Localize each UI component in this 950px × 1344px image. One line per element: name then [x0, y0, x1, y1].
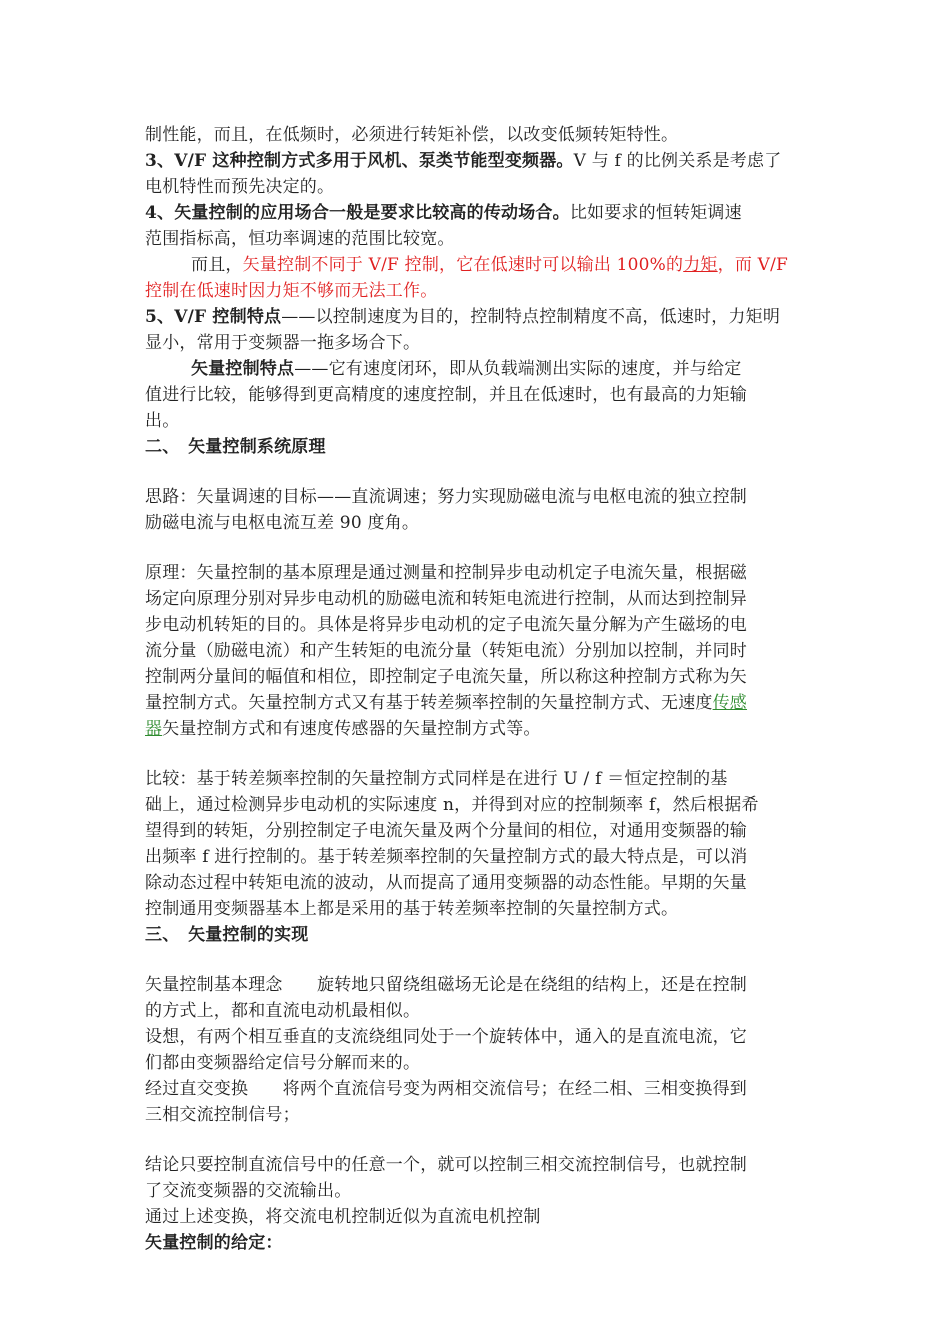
sensor-link[interactable]: 传感 — [712, 693, 748, 713]
text-line: 步电动机转矩的目的。具体是将异步电动机的定子电流矢量分解为产生磁场的电 — [145, 615, 747, 635]
text-line: 础上，通过检测异步电动机的实际速度 n，并得到对应的控制频率 f，然后根据希 — [145, 795, 759, 815]
text-span: 量控制方式。矢量控制方式又有基于转差频率控制的矢量控制方式、无速度 — [145, 693, 713, 713]
section-heading: 三、 矢量控制的实现 — [145, 925, 309, 945]
text-line: 原理：矢量控制的基本原理是通过测量和控制异步电动机定子电流矢量，根据磁 — [145, 563, 747, 583]
text-line: 电机特性而预先决定的。 — [145, 177, 335, 197]
text-line — [145, 148, 810, 174]
text-line: 结论只要控制直流信号中的任意一个，就可以控制三相交流控制信号，也就控制 — [145, 1155, 747, 1175]
document-body — [145, 122, 810, 1256]
text-line: 望得到的转矩，分别控制定子电流矢量及两个分量间的相位，对通用变频器的输 — [145, 821, 747, 841]
red-emphasis: 矢量控制不同于 V/F 控制，它在低速时可以输出 100%的 — [242, 255, 684, 275]
text-span: 而且， — [191, 255, 243, 275]
text-line: 励磁电流与电枢电流互差 90 度角。 — [145, 513, 420, 533]
text-line: 流分量（励磁电流）和产生转矩的电流分量（转矩电流）分别加以控制，并同时 — [145, 641, 747, 661]
text-line: 矢量控制基本理念 旋转地只留绕组磁场无论是在绕组的结构上，还是在控制 — [145, 975, 747, 995]
text-span: 矢量控制方式和有速度传感器的矢量控制方式等。 — [162, 719, 541, 739]
text-line: 出频率 f 进行控制的。基于转差频率控制的矢量控制方式的最大特点是，可以消 — [145, 847, 748, 867]
text-line: 控制两分量间的幅值和相位，即控制定子电流矢量，所以称这种控制方式称为矢 — [145, 667, 747, 687]
text-line: 思路：矢量调速的目标——直流调速；努力实现励磁电流与电枢电流的独立控制 — [145, 487, 747, 507]
red-emphasis: ，而 V/F — [717, 255, 789, 275]
text-line: 控制通用变频器基本上都是采用的基于转差频率控制的矢量控制方式。 — [145, 899, 679, 919]
text-line: 经过直交变换 将两个直流信号变为两相交流信号；在经二相、三相变换得到 — [145, 1079, 747, 1099]
section-heading: 矢量控制的给定： — [145, 1233, 283, 1253]
text-line: 三相交流控制信号； — [145, 1105, 300, 1125]
bold-lead: 4、矢量控制的应用场合一般是要求比较高的传动场合。 — [145, 203, 570, 223]
text-span: 比如要求的恒转矩调速 — [569, 203, 742, 223]
text-line — [145, 356, 810, 382]
torque-link[interactable]: 力矩 — [683, 255, 718, 275]
text-line: 制性能，而且，在低频时，必须进行转矩补偿，以改变低频转矩特性。 — [145, 125, 679, 145]
text-line: 出。 — [145, 411, 180, 431]
text-line — [145, 716, 810, 742]
text-line: 场定向原理分别对异步电动机的励磁电流和转矩电流进行控制，从而达到控制异 — [145, 589, 747, 609]
text-span: ——以控制速度为目的，控制特点控制精度不高，低速时，力矩明 — [281, 307, 781, 327]
text-line: 设想，有两个相互垂直的支流绕组同处于一个旋转体中，通入的是直流电流，它 — [145, 1027, 747, 1047]
text-line: 值进行比较，能够得到更高精度的速度控制，并且在低速时，也有最高的力矩输 — [145, 385, 747, 405]
text-span: V 与 f 的比例关系是考虑了 — [573, 151, 782, 171]
text-line: 范围指标高，恒功率调速的范围比较宽。 — [145, 229, 455, 249]
text-line: 的方式上，都和直流电动机最相似。 — [145, 1001, 421, 1021]
text-span: ——它有速度闭环，即从负载端测出实际的速度，并与给定 — [294, 359, 742, 379]
text-line: 了交流变频器的交流输出。 — [145, 1181, 352, 1201]
text-line: 比较：基于转差频率控制的矢量控制方式同样是在进行 U / f ＝恒定控制的基 — [145, 769, 728, 789]
section-heading: 二、 矢量控制系统原理 — [145, 437, 326, 457]
text-line — [145, 304, 810, 330]
text-line — [145, 200, 810, 226]
text-line — [145, 252, 810, 278]
text-line: 除动态过程中转矩电流的波动，从而提高了通用变频器的动态性能。早期的矢量 — [145, 873, 747, 893]
bold-lead: 5、V/F 控制特点 — [145, 307, 282, 327]
sensor-link[interactable]: 器 — [145, 719, 163, 739]
text-line: 显小，常用于变频器一拖多场合下。 — [145, 333, 421, 353]
text-line: 通过上述变换，将交流电机控制近似为直流电机控制 — [145, 1207, 541, 1227]
red-emphasis-line: 控制在低速时因力矩不够而无法工作。 — [145, 281, 438, 301]
text-line — [145, 690, 810, 716]
bold-lead: 3、V/F 这种控制方式多用于风机、泵类节能型变频器。 — [145, 151, 574, 171]
text-line: 们都由变频器给定信号分解而来的。 — [145, 1053, 421, 1073]
bold-lead: 矢量控制特点 — [191, 359, 295, 379]
